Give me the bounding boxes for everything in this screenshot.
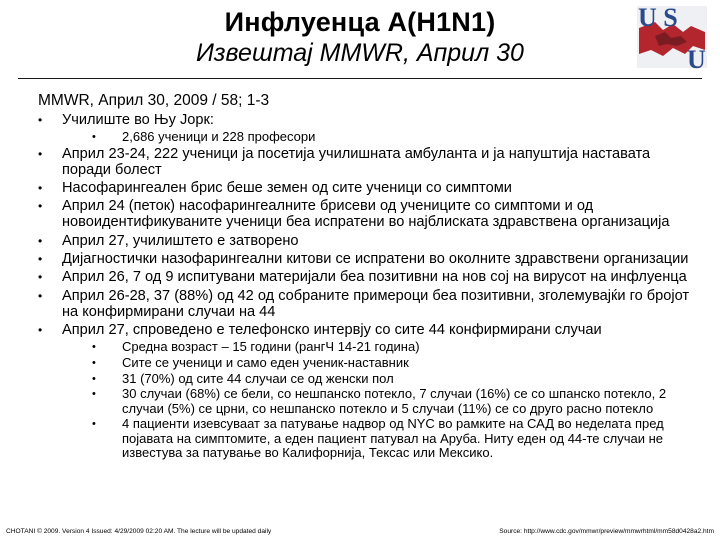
- sub-bullet-item: • 2,686 ученици и 228 професори: [92, 130, 698, 144]
- bullet-item: • Насофарингеален брис беше земен од сите ученици со симптоми: [38, 181, 698, 197]
- bullet-item: • Дијагностички назофарингеални китови се испратени во околните здравствени организации: [38, 252, 698, 268]
- svg-text:U: U: [687, 45, 706, 72]
- slide-title: Инфлуенца A(H1N1): [224, 7, 496, 37]
- sub-bullet-list: [62, 340, 698, 460]
- bullet-item: • Април 23-24, 222 ученици ја посетија училишната амбуланта и ја напуштија наставата поради болест: [38, 147, 698, 179]
- bullet-item: [38, 323, 698, 460]
- bullet-item: [38, 113, 698, 144]
- mmwr-heading: MMWR, Април 30, 2009 / 58; 1-3: [38, 92, 270, 109]
- sub-bullet-item: • 30 случаи (68%) се бели, со нешпанско потекло, 7 случаи (16%) се со шпанско потекло, 2 случаи (5%) се црни, со нешпанско потекло и 5 случаи (11%) се со друго расно потекло: [92, 387, 698, 415]
- slide-subtitle: Извештај MMWR, Април 30: [196, 39, 524, 67]
- slide-content: [38, 91, 698, 463]
- bullet-text: Април 27, спроведено е телефонско интервју со сите 44 конфирмирани случаи: [62, 322, 602, 339]
- sub-bullet-item: • Средна возраст – 15 години (рангЧ 14-21 година): [92, 340, 698, 354]
- bullet-item: • Април 24 (петок) насофарингеалните брисеви од учениците со симптоми и од новоидентификуваните ученици беа испратени во најблиската здравствена организација: [38, 199, 698, 231]
- sub-bullet-item: • 4 пациенти изевсуваат за патување надвор од NYC во рамките на САД во неделата пред појавата на симптомите, а еден пациент патувал на Аруба. Ниту еден од 44-те случаи не известува за патување во Калифорнија, Тексас или Мексико.: [92, 417, 698, 460]
- logo-letters: U S: [638, 3, 678, 32]
- usu-logo-icon: [633, 2, 711, 72]
- bullet-text: Училиште во Њу Јорк:: [62, 112, 214, 128]
- bullet-item: • Април 27, училиштето е затворено: [38, 234, 698, 250]
- slide-title-block: [0, 6, 720, 68]
- bullet-item: • Април 26-28, 37 (88%) од 42 од собраните примероци беа позитивни, зголемувајќи го бројот на конфирмирани случаи на 44: [38, 289, 698, 321]
- sub-bullet-item: • Сите се ученици и само еден ученик-наставник: [92, 356, 698, 370]
- title-divider: [18, 78, 702, 79]
- sub-bullet-list: [62, 130, 698, 144]
- bullet-list: [38, 113, 698, 460]
- footer-source: Source: http://www.cdc.gov/mmwr/preview/mmwrhtml/mm58d0428a2.htm: [499, 528, 714, 535]
- bullet-item: • Април 26, 7 од 9 испитувани материјали беа позитивни на нов сој на вирусот на инфлуенца: [38, 270, 698, 286]
- sub-bullet-item: • 31 (70%) од сите 44 случаи се од женски пол: [92, 372, 698, 386]
- footer-copyright: CHOTANI © 2009. Version 4 Issued: 4/29/2009 02:20 AM. The lecture will be updated daily: [6, 528, 272, 535]
